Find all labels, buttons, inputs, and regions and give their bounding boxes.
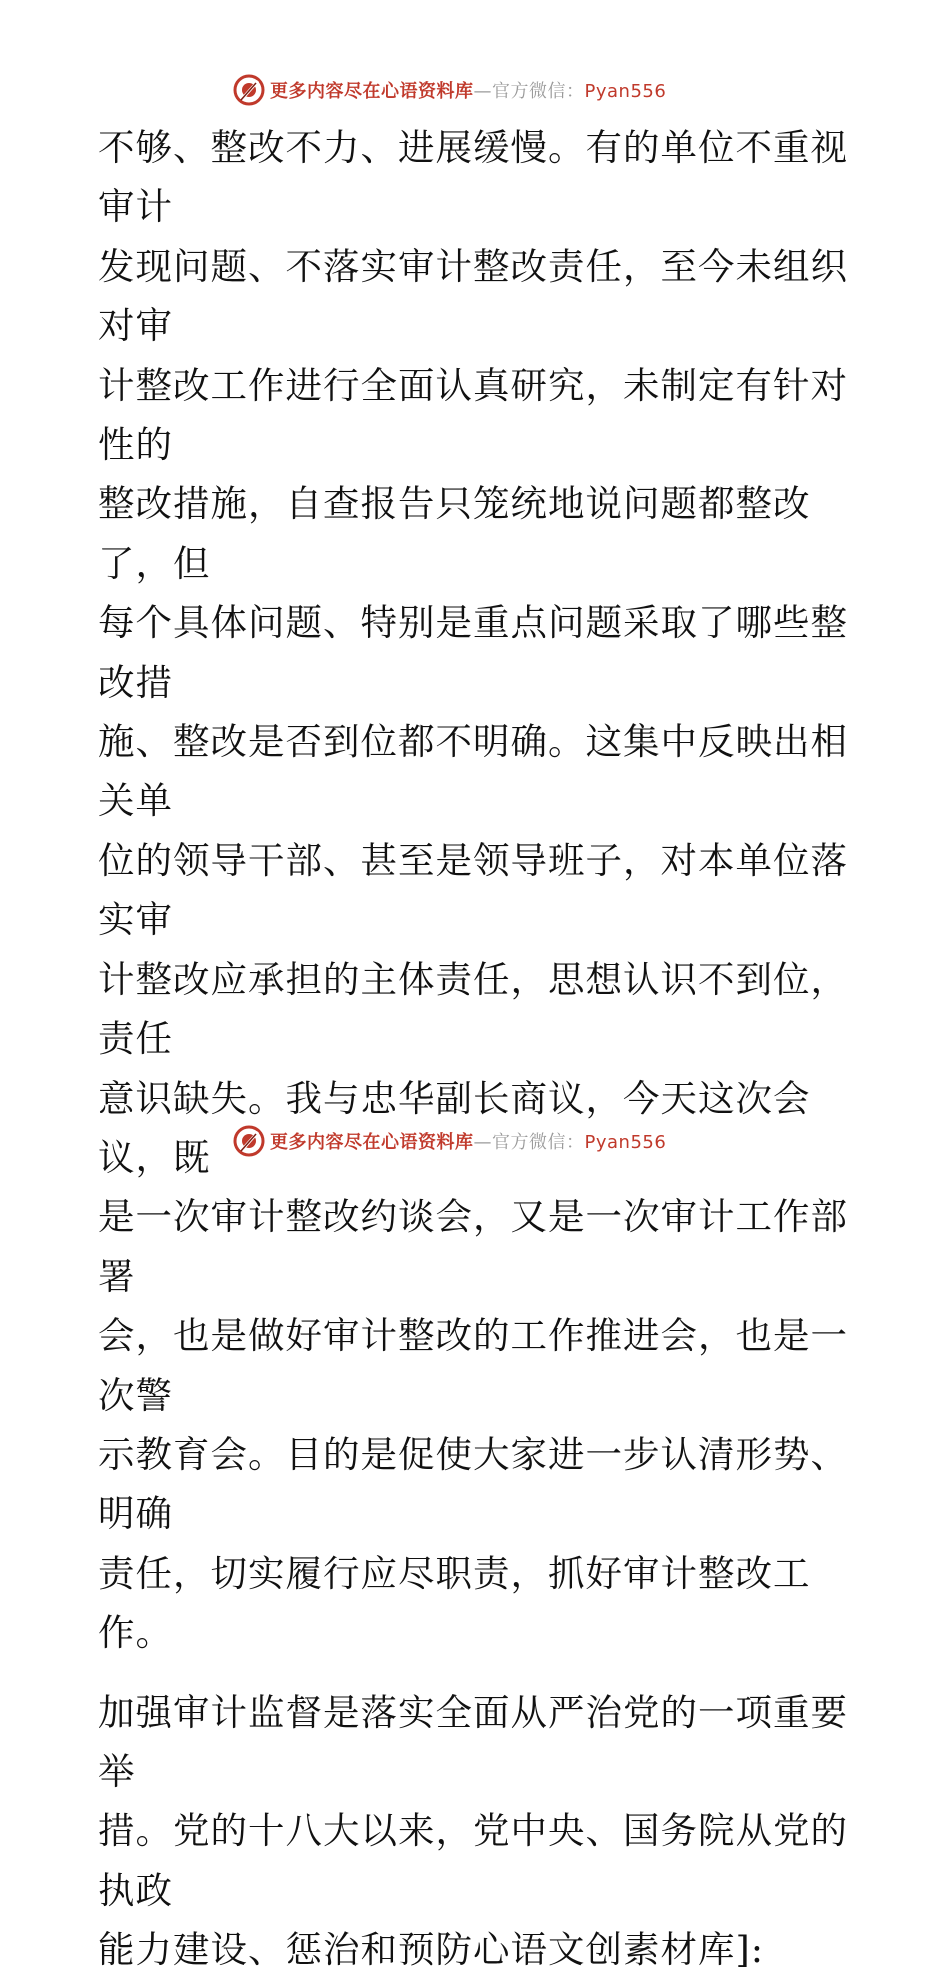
paragraph: 不够、整改不力、进展缓慢。有的单位不重视审计 发现问题、不落实审计整改责任，至今未组织对审 计整改工作进行全面认真研究，未制定有针对性的 整改措施，自查报告只笼统地说问题都整改了，但 每个具体问题、特别是重点问题采取了哪些整改措 施、整改是否到位都不明确。这集中反映出相关单 位的领导干部、甚至是领导班子，对本单位落实审 计整改应承担的主体责任，思想认识不到位，责任 意识缺失。我与忠华副长商议，今天这次会议，既 是一次审计整改约谈会，又是一次审计工作部署 会，也是做好审计整改的工作推进会，也是一次警 示教育会。目的是促使大家进一步认清形势、明确 责任，切实履行应尽职责，抓好审计整改工作。 [98,126,848,1655]
brand-logo-icon [232,73,266,107]
watermark-brand-text: 更多内容尽在心语资料库 [270,1132,474,1153]
paragraph: 加强审计监督是落实全面从严治党的一项重要举 措。党的十八大以来，党中央、国务院从党的执政 能力建设、惩治和预防心语文创素材库]: [98,1690,848,1972]
watermark-wechat-id: Pyan556 [584,1132,667,1153]
watermark-wechat-label: 官方微信： [492,81,585,102]
watermark-wechat-label: 官方微信： [492,1132,585,1153]
watermark-brand-text: 更多内容尽在心语资料库 [270,81,474,102]
header-watermark [232,72,666,108]
footer-watermark [232,1123,666,1159]
document-body [98,118,858,1980]
watermark-dash: — [473,81,492,102]
watermark-wechat-id: Pyan556 [584,81,667,102]
watermark-dash: — [473,1132,492,1153]
brand-logo-icon [232,1124,266,1158]
